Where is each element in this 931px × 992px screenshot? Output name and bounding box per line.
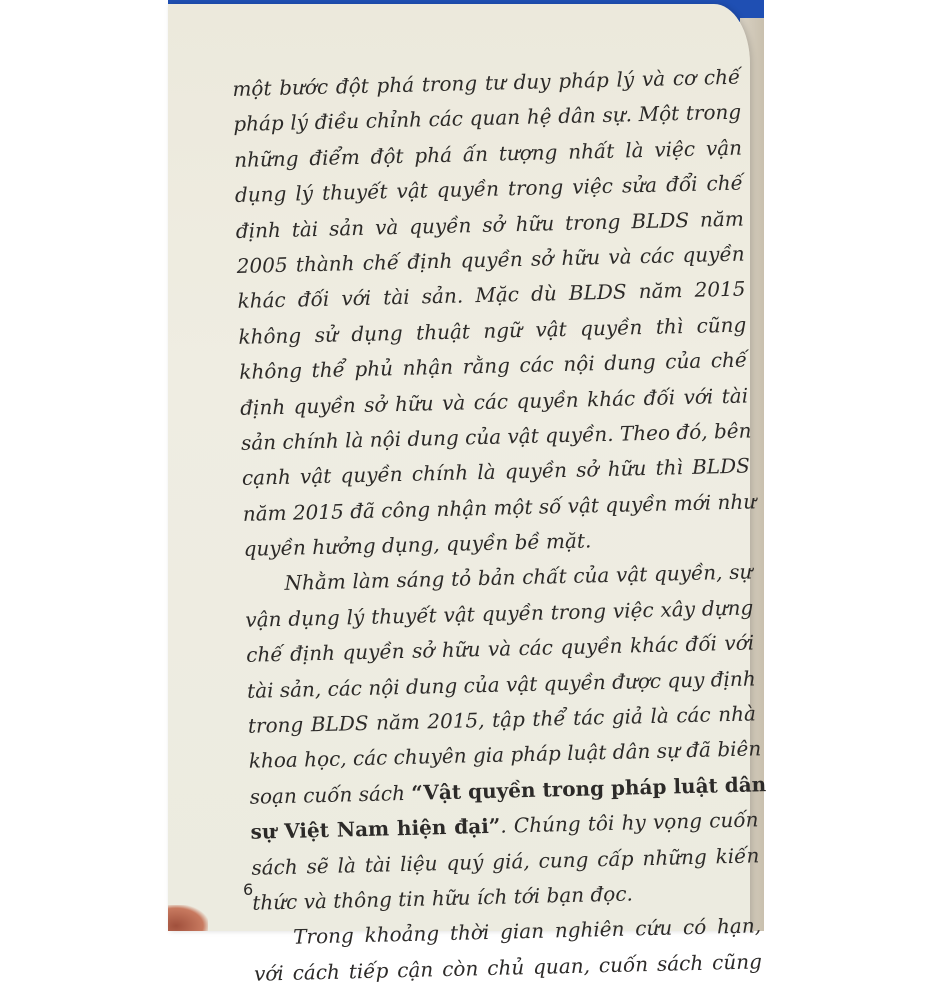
- text-line: khoa học, các chuyên gia pháp luật dân sự đã biên: [248, 736, 762, 774]
- text-line: một bước đột phá trong tư duy pháp lý và cơ chế: [232, 64, 741, 101]
- text-line: chế định quyền sở hữu và các quyền khác đối với: [245, 630, 755, 668]
- text-line: không thể phủ nhận rằng các nội dung của chế: [239, 347, 748, 385]
- text-line: tài sản, các nội dung của vật quyền được quy định: [246, 666, 756, 703]
- text-line: với cách tiếp cận còn chủ quan, cuốn sách cũng: [253, 949, 763, 986]
- text-segment: . Chúng tôi hy vọng cuốn: [499, 807, 759, 838]
- page-number: 6: [243, 880, 254, 899]
- text-line: năm 2015 đã công nhận một số vật quyền mới như: [242, 489, 757, 526]
- text-line: pháp lý điều chỉnh các quan hệ dân sự. Một trong: [232, 99, 742, 137]
- text-line: vận dụng lý thuyết vật quyền trong việc xây dựng: [245, 595, 754, 632]
- paragraph-start-line: Trong khoảng thời gian nghiên cứu có hạn,: [292, 913, 762, 950]
- text-segment: soạn cuốn sách: [249, 780, 412, 809]
- text-line: sản chính là nội dung của vật quyền. Theo đó, bên: [240, 418, 752, 455]
- text-line: định tài sản và quyền sở hữu trong BLDS năm: [235, 206, 745, 243]
- thumb-corner: [168, 905, 208, 931]
- paragraph-end-line: thức và thông tin hữu ích tới bạn đọc.: [252, 881, 634, 915]
- book-title-part-1: “Vật quyền trong pháp luật dân: [411, 771, 767, 805]
- text-line: khác đối với tài sản. Mặc dù BLDS năm 2015: [237, 276, 746, 314]
- text-line: những điểm đột phá ấn tượng nhất là việc vận: [233, 135, 743, 172]
- book-title-part-2: sự Việt Nam hiện đại”: [250, 813, 501, 844]
- text-line: cạnh vật quyền chính là quyền sở hữu thì BLDS: [241, 453, 751, 491]
- paragraph-start-line: Nhằm làm sáng tỏ bản chất của vật quyền, sự: [284, 559, 753, 596]
- text-line: sách sẽ là tài liệu quý giá, cung cấp những kiến: [251, 842, 760, 880]
- text-line: không sử dụng thuật ngữ vật quyền thì cũng: [238, 312, 747, 349]
- text-line: định quyền sở hữu và các quyền khác đối với tài: [239, 383, 749, 420]
- page-text: [232, 60, 767, 992]
- text-line: 2005 thành chế định quyền sở hữu và các quyền: [236, 241, 745, 278]
- text-line: dụng lý thuyết vật quyền trong việc sửa đổi chế: [234, 170, 744, 208]
- text-line: trong BLDS năm 2015, tập thể tác giả là các nhà: [247, 701, 757, 738]
- paragraph-end-line: quyền hưởng dụng, quyền bề mặt.: [243, 528, 592, 561]
